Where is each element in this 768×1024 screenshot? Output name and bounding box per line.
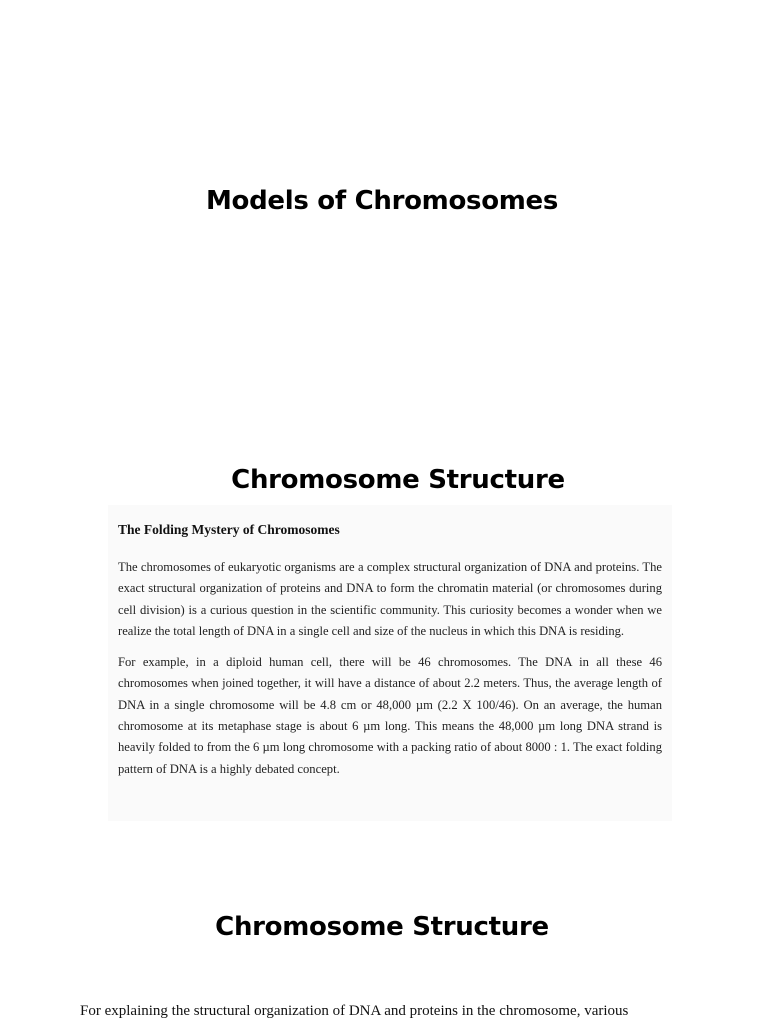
slide-title-chromosome-structure-2: Chromosome Structure: [215, 912, 549, 942]
excerpt-paragraph: The chromosomes of eukaryotic organisms are a complex structural organization of DNA and proteins. The exact structural organization of proteins and DNA to form the chromatin material (or chromosomes during cell division) is a curious question in the scientific community. This curiosity becomes a wonder when we realize the total length of DNA in a single cell and size of the nucleus in which this DNA is residing.: [118, 560, 662, 638]
excerpt-image-panel: [108, 505, 672, 821]
slide-title-models-of-chromosomes: Models of Chromosomes: [205, 186, 559, 216]
body-text-line: For explaining the structural organization of DNA and proteins in the chromosome, various: [80, 1003, 629, 1019]
slide-title-chromosome-structure: Chromosome Structure: [231, 465, 565, 495]
excerpt-paragraph: For example, in a diploid human cell, there will be 46 chromosomes. The DNA in all these 46 chromosomes when joined together, it will have a distance of about 2.2 meters. Thus, the average length of DNA in a single chromosome will be 4.8 cm or 48,000 µm (2.2 X 100/46). On an average, the human chromosome at its metaphase stage is about 6 µm long. This means the 48,000 µm long DNA strand is heavily folded to from the 6 µm long chromosome with a packing ratio of about 8000 : 1. The exact folding pattern of DNA is a highly debated concept.: [118, 655, 662, 776]
excerpt-heading: The Folding Mystery of Chromosomes: [118, 522, 340, 537]
